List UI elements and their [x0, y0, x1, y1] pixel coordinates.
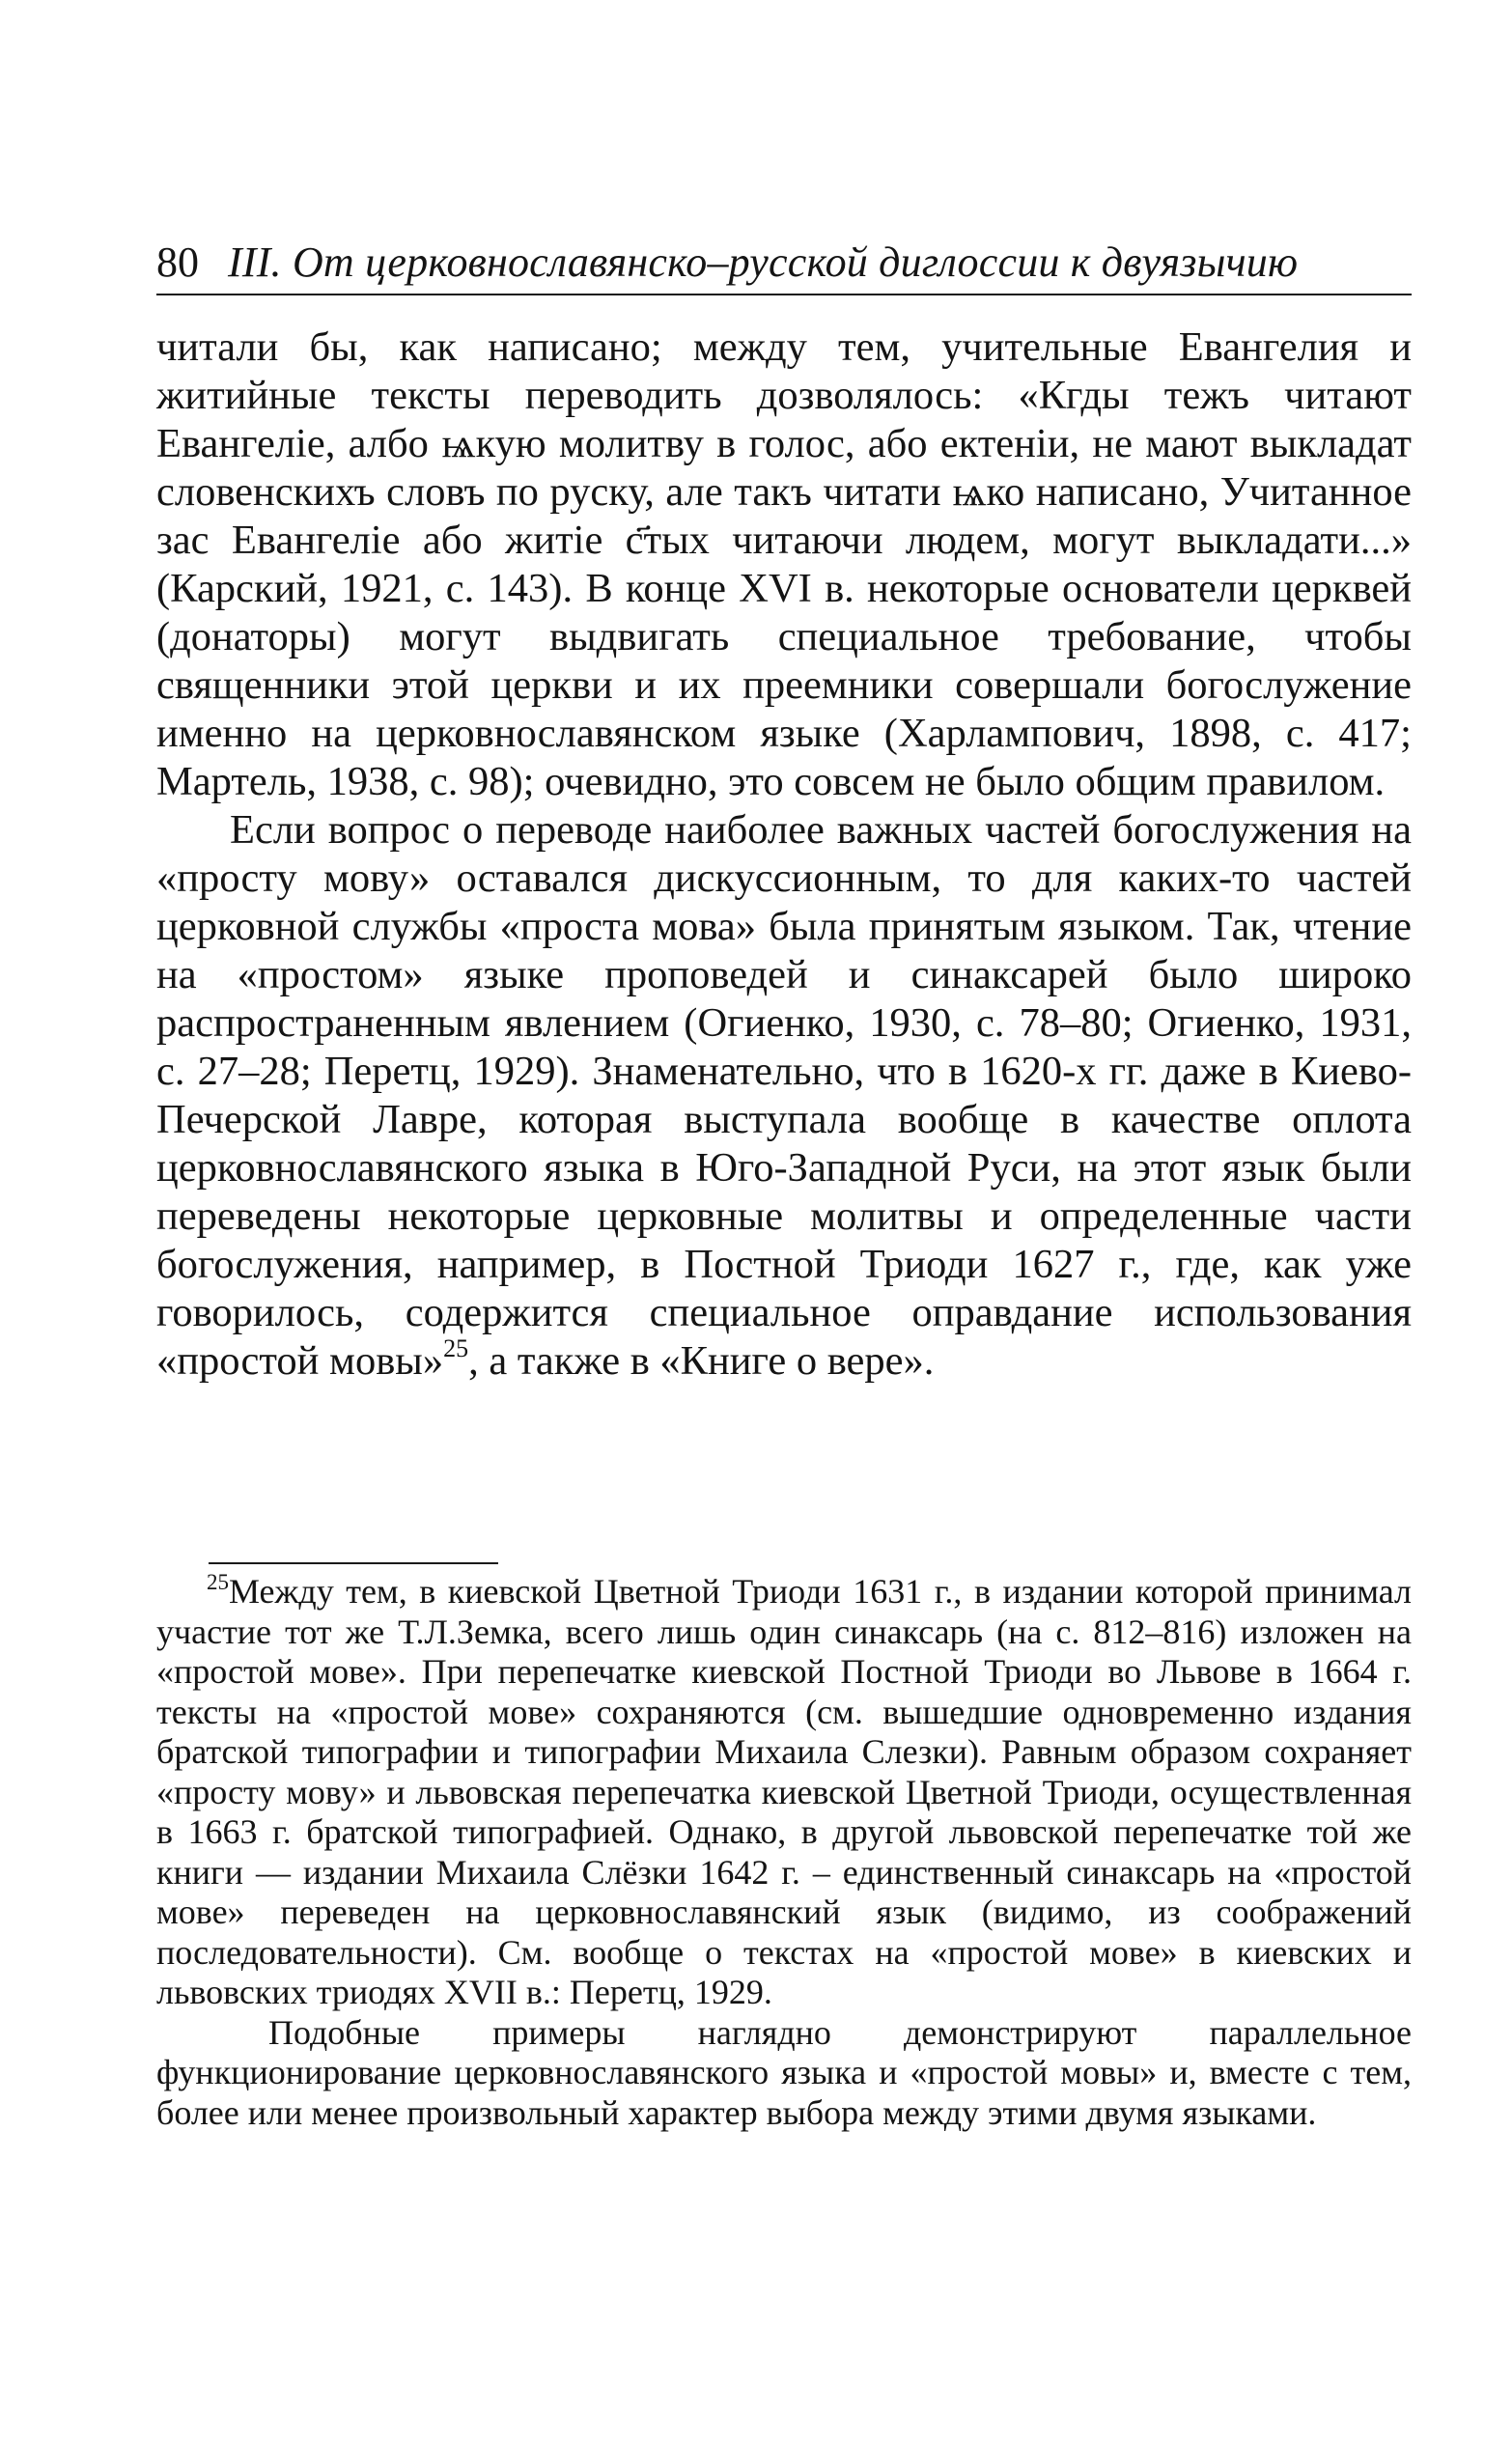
running-title: III. От церковнославянско–русской диглоссии к двуязычию — [228, 238, 1299, 286]
page-number: 80 — [156, 238, 199, 286]
footnote-separator — [209, 1562, 498, 1564]
paragraph-1 — [156, 323, 1412, 806]
footnote-text: Между тем, в киевской Цветной Триоди 1631 г., в издании которой принимал участие тот же Т.Л.Земка, всего лишь один синаксарь (на с. 812–816) изложен на «простой мове». При перепечатке киевской Постной Триоди во Львове в 1664 г. тексты на «простой мове» сохраняются (см. вышедшие одновременно издания братской типографии и типографии Михаила Слезки). Равным образом сохраняет «просту мову» и львовская перепечатка киевской Цветной Триоди, осуществленная в 1663 г. братской типографией. Однако, в другой львовской перепечатке той же книги — издании Михаила Слёзки 1642 г. – единственный синаксарь на «простой мове» переведен на церковнославянский язык (видимо, из соображений последовательности). См. вообще о текстах на «простой мове» в киевских и львовских триодях XVII в.: Перетц, 1929. — [156, 1572, 1412, 2011]
paragraph-2-text: Если вопрос о переводе наиболее важных частей богослужения на «просту мову» оставался дискуссионным, то для каких-то частей церковной службы «проста мова» была принятым языком. Так, чтение на «простом» языке проповедей и синаксарей было широко распространенным явлением (Огиенко, 1930, с. 78–80; Огиенко, 1931, с. 27–28; Перетц, 1929). Знаменательно, что в 1620-х гг. даже в Киево-Печерской Лавре, которая выступала вообще в качестве оплота церковнославянского языка в Юго-Западной Руси, на этот язык были переведены некоторые церковные молитвы и определенные части богослужения, например, в Постной Триоди 1627 г., где, как уже говорилось, содержится специальное оправдание использования «простой мовы» — [156, 807, 1412, 1384]
footnote-paragraph — [156, 2013, 1412, 2134]
paragraph-1-text: читали бы, как написано; между тем, учительные Евангелия и житийные тексты переводить дозволялось: «Кгды тежъ читают Евангеліе, албо ѩкую молитву в голос, або ектеніи, не мают выкладат словенскихъ словъ по руску, але такъ читати ѩко написано, Учитанное зас Евангеліе або житіе с҃тых читаючи людем, могут выкладати...» (Карский, 1921, с. 143). В конце XVI в. некоторые основатели церквей (донаторы) могут выдвигать специальное требование, чтобы священники этой церкви и их преемники совершали богослужение именно на церковнославянском языке (Харлампович, 1898, с. 417; Мартель, 1938, с. 98); очевидно, это совсем не было общим правилом. — [156, 324, 1412, 804]
footnote-block — [156, 1572, 1412, 2133]
paragraph-2-end: , а также в «Книге о вере». — [468, 1338, 935, 1384]
paragraph-2 — [156, 806, 1412, 1386]
footnote-paragraph-text: Подобные примеры наглядно демонстрируют параллельное функционирование церковнославянского языка и «простой мовы» и, вместе с тем, более или менее произвольный характер выбора между этими двумя языками. — [156, 2012, 1412, 2132]
footnote-reference[interactable]: 25 — [443, 1334, 469, 1362]
running-header — [156, 232, 1412, 295]
footnote-25 — [156, 1572, 1412, 2013]
footnote-number: 25 — [207, 1570, 229, 1594]
main-text — [156, 323, 1412, 1386]
